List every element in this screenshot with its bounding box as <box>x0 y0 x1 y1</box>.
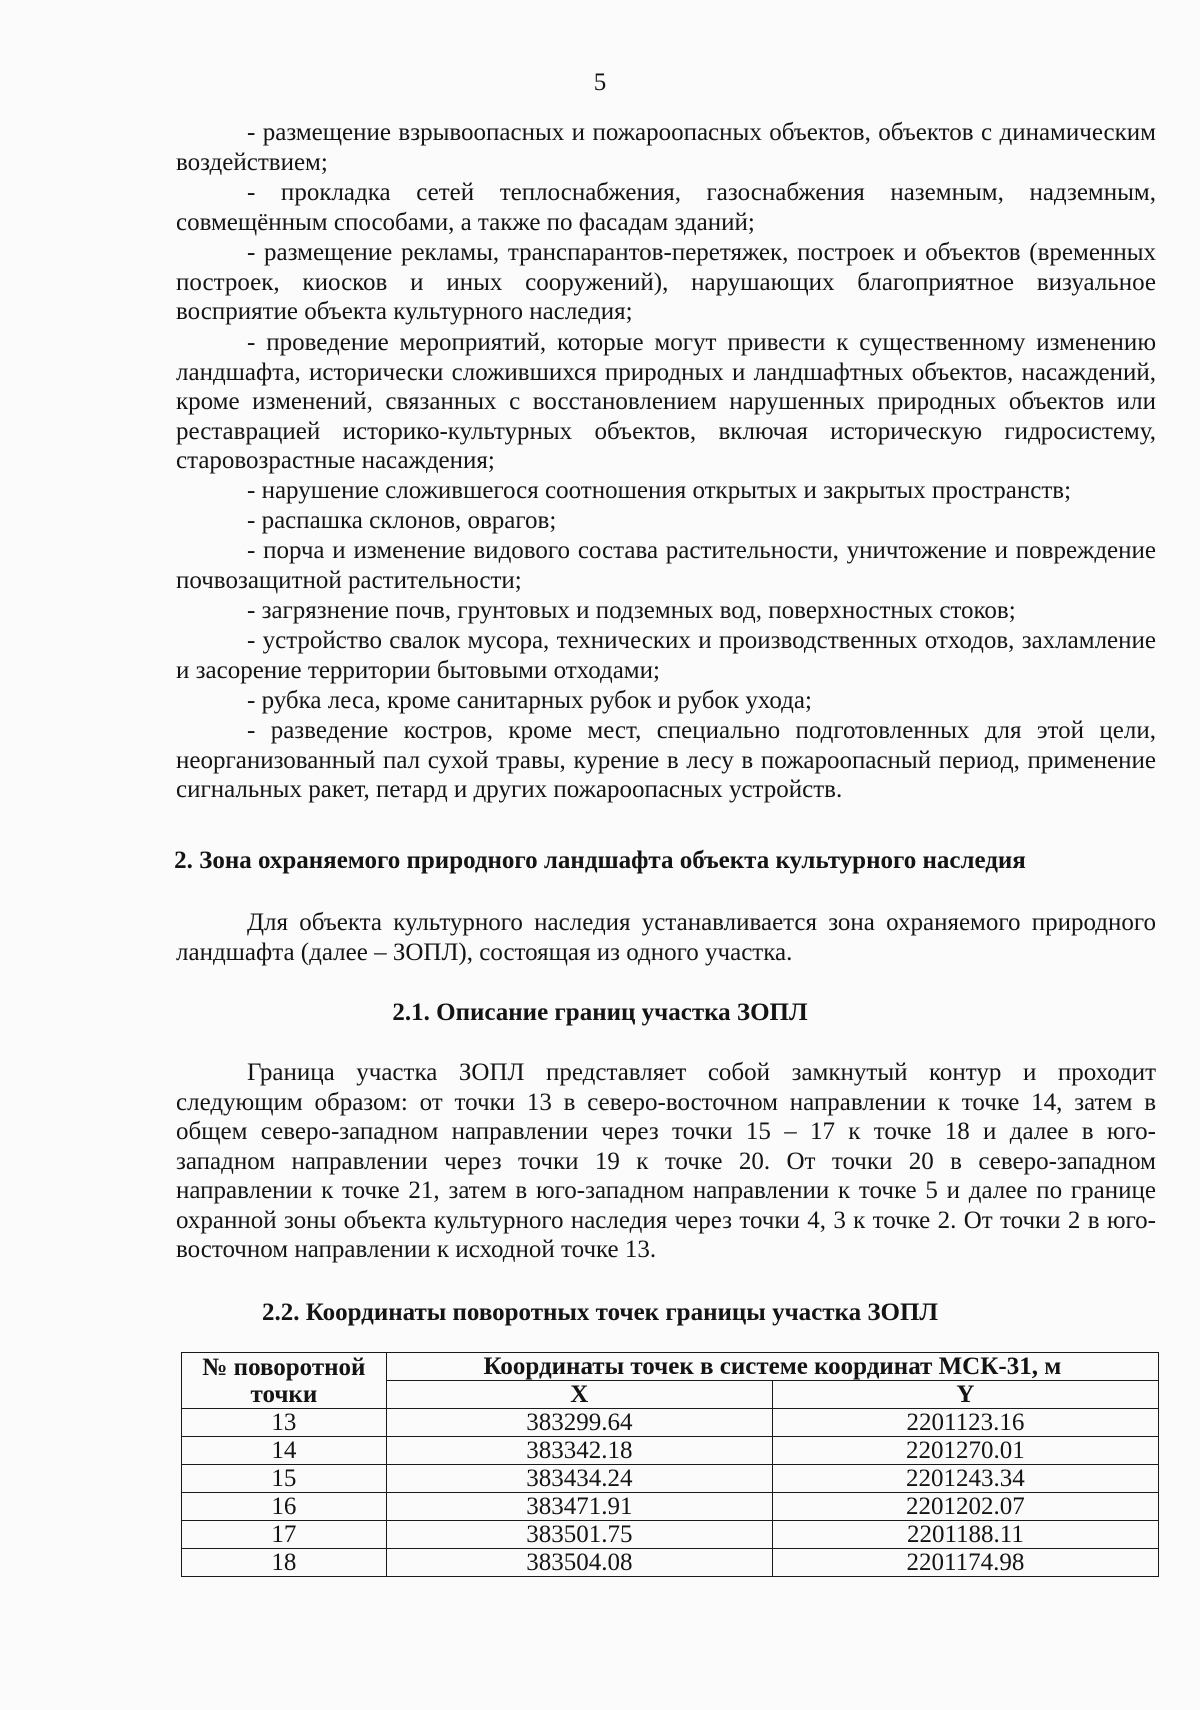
cell-x: 383471.91 <box>386 1493 772 1521</box>
cell-x: 383501.75 <box>386 1521 772 1549</box>
coordinates-table <box>181 1352 1159 1577</box>
header-x: X <box>386 1381 772 1409</box>
cell-point: 16 <box>182 1493 387 1521</box>
section-2-1-text: Граница участка ЗОПЛ представляет собой замкнутый контур и проходит следующим образом: от точки 13 в северо-восточном направлении к точке 14, затем в общем северо-западном направлении через точки 15 – 17 к точке 18 и далее в юго-западном направлении через точки 19 к точке 20. От точки 20 в северо-западном направлении к точке 21, затем в юго-западном направлении к точке 5 и далее по границе охранной зоны объекта культурного наследия через точки 4, 3 к точке 2. От точки 2 в юго-восточном направлении к исходной точке 13. <box>176 1059 1156 1263</box>
cell-y: 2201174.98 <box>772 1549 1158 1577</box>
section-2-intro: Для объекта культурного наследия устанавливается зона охраняемого природного ландшафта (далее – ЗОПЛ), состоящая из одного участка. <box>176 909 1156 966</box>
header-y: Y <box>772 1381 1158 1409</box>
table-row <box>182 1465 1159 1493</box>
list-item: - рубка леса, кроме санитарных рубок и рубок ухода; <box>247 687 812 714</box>
list-item: - устройство свалок мусора, технических и производственных отходов, захламление и засорение территории бытовыми отходами; <box>176 627 1156 684</box>
header-point-number: № поворотной точки <box>182 1353 387 1409</box>
list-item: - проведение мероприятий, которые могут привести к существенному изменению ландшафта, исторически сложившихся природных и ландшафтных объектов, насаждений, кроме изменений, связанных с восстановлением нарушенных природных объектов или реставрацией историко-культурных объектов, включая историческую гидросистему, старовозрастные насаждения; <box>176 329 1156 474</box>
cell-point: 14 <box>182 1437 387 1465</box>
list-item: - размещение рекламы, транспарантов-перетяжек, построек и объектов (временных построек, киосков и иных сооружений), нарушающих благоприятное визуальное восприятие объекта культурного наследия; <box>176 239 1156 325</box>
cell-x: 383504.08 <box>386 1549 772 1577</box>
table-row <box>182 1493 1159 1521</box>
cell-x: 383299.64 <box>386 1409 772 1437</box>
cell-y: 2201123.16 <box>772 1409 1158 1437</box>
cell-point: 18 <box>182 1549 387 1577</box>
list-item: - загрязнение почв, грунтовых и подземных вод, поверхностных стоков; <box>247 597 1016 624</box>
cell-x: 383434.24 <box>386 1465 772 1493</box>
cell-y: 2201202.07 <box>772 1493 1158 1521</box>
list-item: - порча и изменение видового состава растительности, уничтожение и повреждение почвозащитной растительности; <box>176 537 1156 594</box>
cell-y: 2201270.01 <box>772 1437 1158 1465</box>
table-row <box>182 1521 1159 1549</box>
cell-y: 2201188.11 <box>772 1521 1158 1549</box>
section-2-1-title: 2.1. Описание границ участка ЗОПЛ <box>392 999 808 1026</box>
cell-point: 17 <box>182 1521 387 1549</box>
table-row <box>182 1437 1159 1465</box>
cell-y: 2201243.34 <box>772 1465 1158 1493</box>
section-2-2-title: 2.2. Координаты поворотных точек границы участка ЗОПЛ <box>261 1299 939 1326</box>
cell-point: 13 <box>182 1409 387 1437</box>
cell-x: 383342.18 <box>386 1437 772 1465</box>
list-item: - прокладка сетей теплоснабжения, газоснабжения наземным, надземным, совмещённым способами, а также по фасадам зданий; <box>176 179 1156 236</box>
list-item: - размещение взрывоопасных и пожароопасных объектов, объектов с динамическим воздействием; <box>176 119 1156 176</box>
table-row <box>182 1409 1159 1437</box>
section-2-title: 2. Зона охраняемого природного ландшафта объекта культурного наследия <box>174 847 1026 874</box>
list-item: - распашка склонов, оврагов; <box>247 507 557 534</box>
list-item: - разведение костров, кроме мест, специально подготовленных для этой цели, неорганизованный пал сухой травы, курение в лесу в пожароопасный период, применение сигнальных ракет, петард и других пожароопасных устройств. <box>176 717 1156 803</box>
page-number: 5 <box>593 69 607 96</box>
header-coordinates: Координаты точек в системе координат МСК-31, м <box>386 1353 1158 1381</box>
cell-point: 15 <box>182 1465 387 1493</box>
list-item: - нарушение сложившегося соотношения открытых и закрытых пространств; <box>247 477 1072 504</box>
table-row <box>182 1549 1159 1577</box>
